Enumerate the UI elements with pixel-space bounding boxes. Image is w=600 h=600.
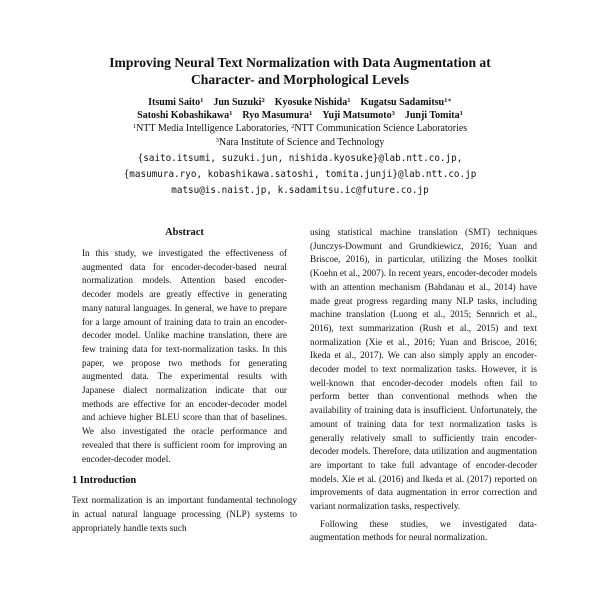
affiliation-line-2 bbox=[40, 136, 560, 149]
author-affil-mark: 1 bbox=[200, 97, 204, 104]
author-name: Itsumi Saito bbox=[148, 97, 201, 108]
section-heading-introduction: 1 Introduction bbox=[72, 475, 137, 487]
affiliation-line-1 bbox=[40, 122, 560, 135]
author-affil-mark: 1 bbox=[308, 110, 313, 118]
affil-mark: 2 bbox=[291, 123, 295, 131]
body-paragraph: using statistical machine translation (SMT) techniques (Junczys-Dowmunt and Grundkiewicz, 2016; Yuan and Briscoe, 2016), in particular, utilizing the Moses toolkit (Koehn et al., 2007). In recent years, encoder-decoder models with an attention mechanism (Bahdanau et al., 2014) have made great progress regarding many NLP tasks, including machine translation (Luong et al., 2015; Sennrich et al., 2016), text summarization (Rush et al., 2015) and text normalization (Xie et al., 2016; Yuan and Briscoe, 2016; Ikeda et al., 2017). We can also simply apply an encoder-decoder model to text normalization tasks. However, it is well-known that encoder-decoder models often fail to perform better than conventional methods when the availability of training data is insufficient. Unfortunately, the amount of training data for text normalization tasks is generally relatively small to sufficiently train encoder-decoder models. Therefore, data utilization and augmentation are important to take full advantage of encoder-decoder models. Xie et al. (2016) and Ikeda et al. (2017) reported on improvements of data augmentation in error correction and variant normalization tasks, respectively. bbox=[310, 227, 537, 512]
email-block bbox=[40, 151, 560, 199]
paper-title bbox=[60, 54, 540, 88]
author-affil-mark: 1 bbox=[459, 110, 463, 118]
author-affil-mark: 2 bbox=[261, 97, 265, 104]
affiliation-name: NTT Media Intelligence Laboratories, bbox=[136, 123, 289, 135]
authors-row-1 bbox=[40, 96, 560, 109]
email-line: {saito.itsumi, suzuki.jun, nishida.kyosuke}@lab.ntt.co.jp, bbox=[137, 153, 463, 164]
author-affil-mark: 3 bbox=[391, 110, 395, 118]
author-name: Jun Suzuki bbox=[213, 97, 262, 108]
authors-row-2 bbox=[40, 109, 560, 122]
affil-mark: 3 bbox=[215, 136, 219, 144]
author-affil-mark: 1 bbox=[347, 97, 351, 104]
author-affil-mark: 1∗ bbox=[444, 97, 452, 104]
author-name: Ryo Masumura bbox=[242, 110, 309, 122]
email-line: matsu@is.naist.jp, k.sadamitsu.ic@future.co.jp bbox=[171, 185, 429, 196]
introduction-text: Text normalization is an important fundamental technology in actual natural language processing (NLP) systems to appropriately handle texts such bbox=[72, 495, 297, 533]
left-column bbox=[72, 226, 297, 535]
author-block bbox=[40, 96, 560, 149]
title-line-2: Character- and Morphological Levels bbox=[190, 72, 410, 87]
author-name: Yuji Matsumoto bbox=[322, 110, 392, 122]
title-line-1: Improving Neural Text Normalization with Data Augmentation at bbox=[109, 55, 491, 70]
author-name: Junji Tomita bbox=[404, 110, 460, 122]
author-name: Satoshi Kobashikawa bbox=[137, 110, 230, 122]
email-line: {masumura.ryo, kobashikawa.satoshi, tomita.junji}@lab.ntt.co.jp bbox=[123, 169, 477, 180]
author-name: Kugatsu Sadamitsu bbox=[360, 97, 445, 108]
author-name: Kyosuke Nishida bbox=[274, 97, 348, 108]
affiliation-name: NTT Communication Science Laboratories bbox=[294, 123, 468, 135]
body-paragraph: Following these studies, we investigated data-augmentation methods for neural normalization. bbox=[310, 518, 537, 543]
right-column bbox=[310, 226, 537, 545]
abstract-heading: Abstract bbox=[165, 227, 204, 238]
affiliation-name: Nara Institute of Science and Technology bbox=[218, 136, 385, 148]
abstract-text: In this study, we investigated the effectiveness of augmented data for encoder-decoder-based neural normalization models. Attention based encoder-decoder models are greatly effective in generating many natural languages. In general, we have to prepare for a large amount of training data to train an encoder-decoder model. Unlike machine translation, there are few training data for text-normalization tasks. In this paper, we propose two methods for generating augmented data. The experimental results with Japanese dialect normalization indicate that our methods are effective for an encoder-decoder model and achieve higher BLEU score than that of baselines. We also investigated the oracle performance and revealed that there is sufficient room for improving an encoder-decoder model. bbox=[82, 248, 287, 464]
author-affil-mark: 1 bbox=[229, 110, 233, 118]
affil-mark: 1 bbox=[132, 123, 137, 131]
